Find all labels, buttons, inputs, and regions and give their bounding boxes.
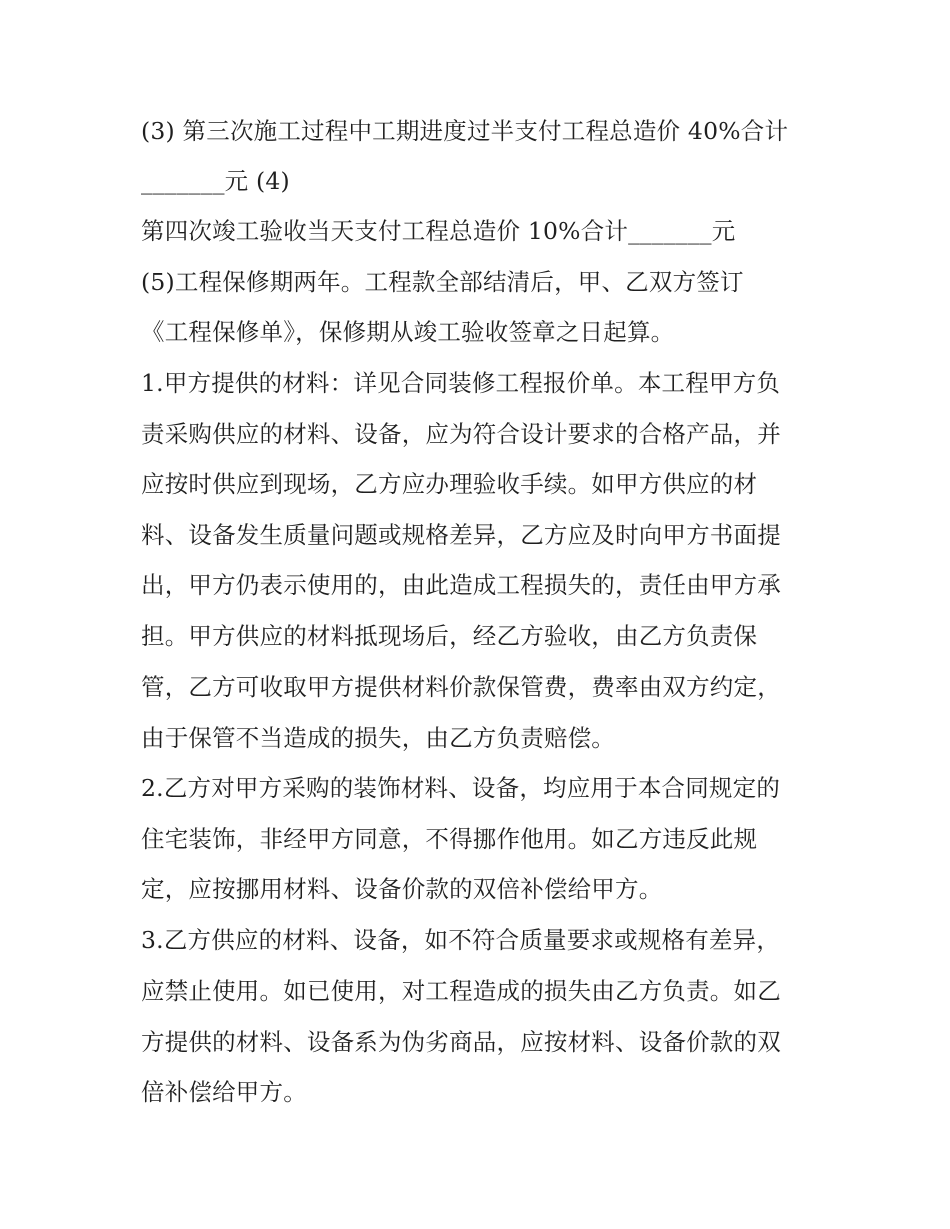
text-line: 管，乙方可收取甲方提供材料价款保管费，费率由双方约定， (141, 673, 781, 701)
text-line: 1.甲方提供的材料：详见合同装修工程报价单。本工程甲方负 (141, 369, 781, 397)
text-line: 担。甲方供应的材料抵现场后，经乙方验收，由乙方负责保 (141, 622, 758, 650)
text-line: (5)工程保修期两年。工程款全部结清后，甲、乙双方签订 (141, 268, 744, 296)
text-line: 《工程保修单》，保修期从竣工验收签章之日起算。 (141, 318, 675, 346)
text-line: 出，甲方仍表示使用的，由此造成工程损失的，责任由甲方承 (141, 571, 781, 599)
text-line: 方提供的材料、设备系为伪劣商品，应按材料、设备价款的双 (141, 1028, 781, 1056)
text-line: _______元 (4) (141, 167, 290, 195)
text-line: 责采购供应的材料、设备，应为符合设计要求的合格产品，并 (141, 420, 781, 448)
text-line: 定，应按挪用材料、设备价款的双倍补偿给甲方。 (141, 875, 663, 903)
text-line: 料、设备发生质量问题或规格差异，乙方应及时向甲方书面提 (141, 521, 781, 549)
text-line: 住宅装饰，非经甲方同意，不得挪作他用。如乙方违反此规 (141, 825, 758, 853)
text-line: (3) 第三次施工过程中工期进度过半支付工程总造价 40%合计 (141, 117, 789, 145)
text-line: 3.乙方供应的材料、设备，如不符合质量要求或规格有差异， (141, 926, 781, 954)
text-line: 应禁止使用。如已使用，对工程造成的损失由乙方负责。如乙 (141, 977, 781, 1005)
text-line: 倍补偿给甲方。 (141, 1078, 307, 1106)
text-line: 第四次竣工验收当天支付工程总造价 10%合计_______元 (141, 217, 736, 245)
text-line: 应按时供应到现场，乙方应办理验收手续。如甲方供应的材 (141, 470, 758, 498)
text-line: 2.乙方对甲方采购的装饰材料、设备，均应用于本合同规定的 (141, 774, 781, 802)
text-line: 由于保管不当造成的损失，由乙方负责赔偿。 (141, 724, 615, 752)
